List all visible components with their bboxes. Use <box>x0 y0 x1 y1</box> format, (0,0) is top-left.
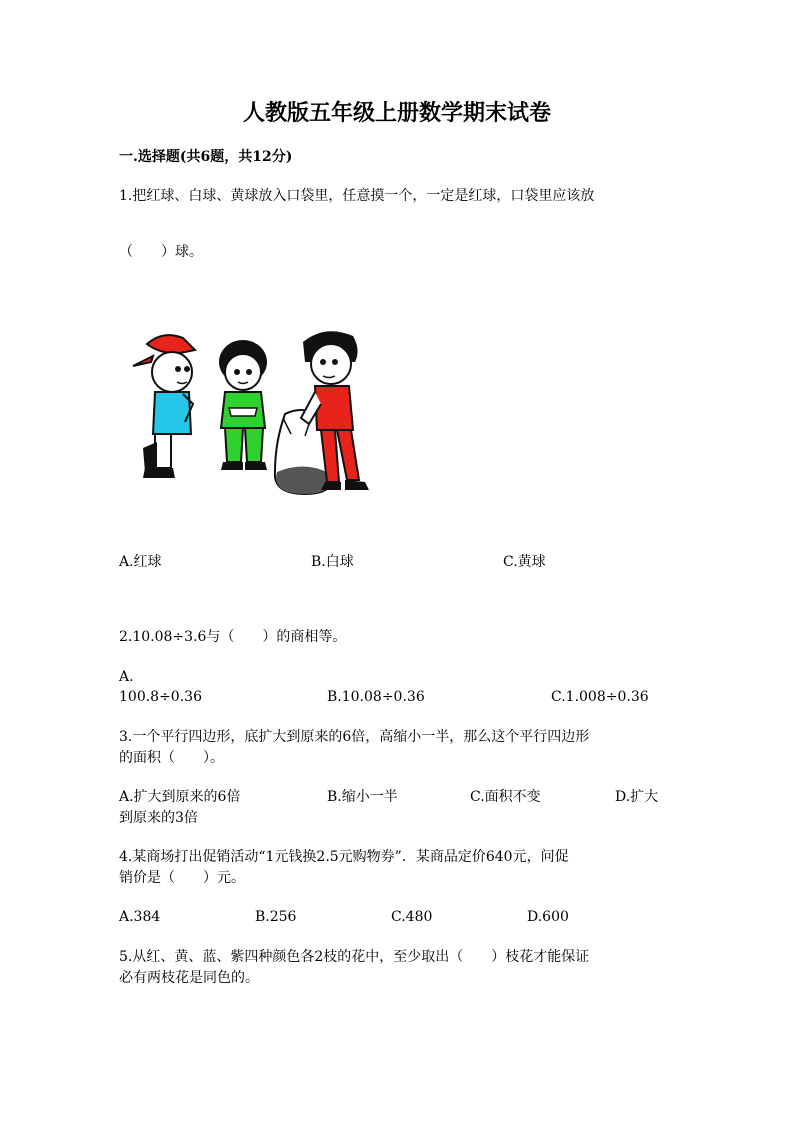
q1-stem-line1: 1.把红球、白球、黄球放入口袋里，任意摸一个，一定是红球，口袋里应该放 <box>119 188 595 204</box>
q2-option-b: B.10.08÷0.36 <box>327 689 425 705</box>
q3-option-c: C.面积不变 <box>470 789 541 805</box>
q3-option-a: A.扩大到原来的6倍 <box>119 789 241 805</box>
q5-stem-line2: 必有两枝花是同色的。 <box>119 970 259 986</box>
q4-option-b: B.256 <box>255 909 297 925</box>
three-children-with-bag-illustration <box>125 322 380 500</box>
q4-stem-line2: 销价是（ ）元。 <box>119 870 245 886</box>
q1-option-b: B.白球 <box>311 554 354 570</box>
q5-stem-line1: 5.从红、黄、蓝、紫四种颜色各2枝的花中，至少取出（ ）枝花才能保证 <box>119 949 590 965</box>
q4-option-d: D.600 <box>527 909 569 925</box>
q4-option-a: A.384 <box>119 909 161 925</box>
q2-option-a-label: A. <box>119 669 134 685</box>
q2-option-a-text: 100.8÷0.36 <box>119 689 202 705</box>
q4-stem-line1: 4.某商场打出促销活动“1元钱换2.5元购物券”．某商品定价640元，问促 <box>119 849 569 865</box>
child-red-cap-figure <box>133 335 195 478</box>
q3-stem-line2: 的面积（ ）。 <box>119 750 224 766</box>
q4-option-c: C.480 <box>391 909 433 925</box>
q3-option-b: B.缩小一半 <box>327 789 398 805</box>
section-header: 一.选择题(共6题，共12分) <box>119 149 293 165</box>
q2-stem: 2.10.08÷3.6与（ ）的商相等。 <box>119 629 347 645</box>
q2-option-c: C.1.008÷0.36 <box>551 689 649 705</box>
exam-title: 人教版五年级上册数学期末试卷 <box>242 100 551 126</box>
q1-option-c: C.黄球 <box>503 554 546 570</box>
q1-stem-line2: （ ）球。 <box>119 244 203 260</box>
q3-stem-line1: 3.一个平行四边形，底扩大到原来的6倍，高缩小一半，那么这个平行四边形 <box>119 729 590 745</box>
q3-option-d: D.扩大 <box>615 789 659 805</box>
q1-option-a: A.红球 <box>119 554 162 570</box>
q3-option-d-continued: 到原来的3倍 <box>119 810 198 826</box>
child-green-figure <box>219 340 267 470</box>
